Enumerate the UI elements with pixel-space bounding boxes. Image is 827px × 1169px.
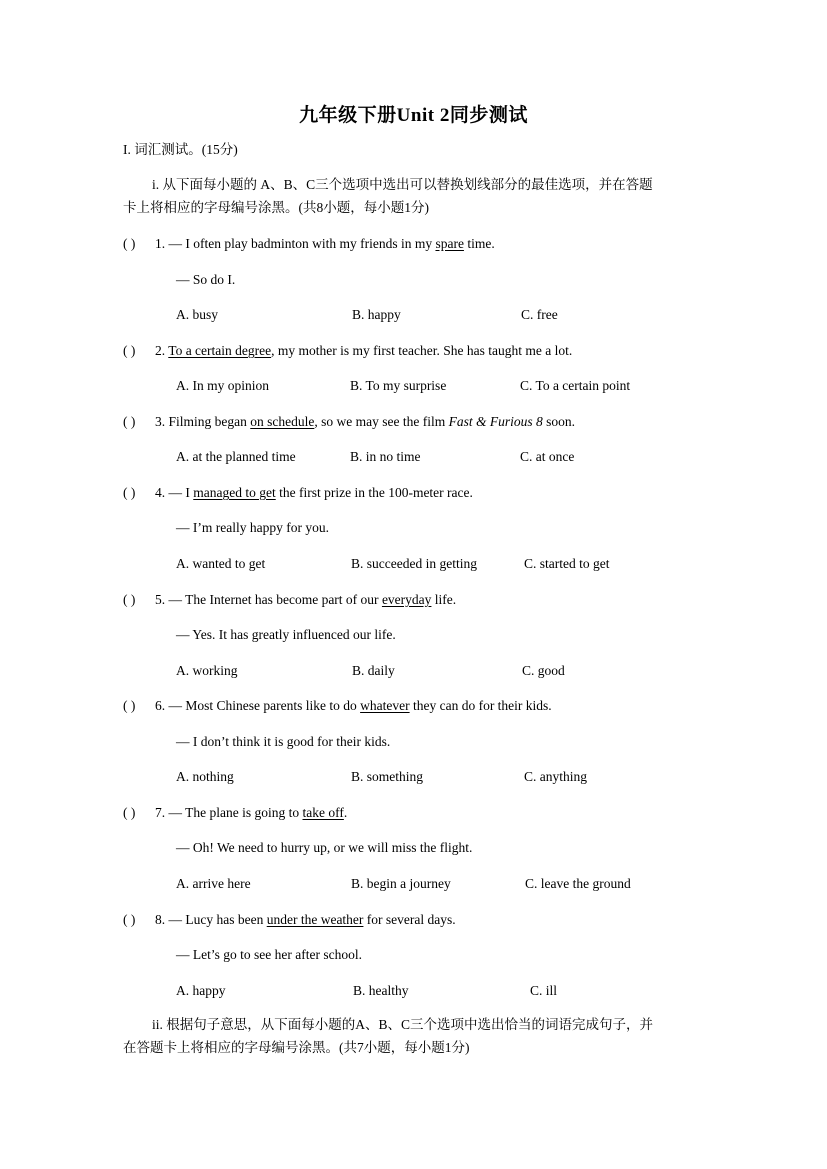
- stem-text-after: , my mother is my first teacher. She has taught me a lot.: [271, 343, 573, 358]
- question-6-option-a: A. nothing: [176, 769, 234, 784]
- question-8-option-a: A. happy: [176, 983, 226, 998]
- question-1-option-c: C. free: [521, 307, 558, 322]
- underlined-phrase: everyday: [381, 592, 432, 607]
- stem-text: 2.: [155, 343, 169, 358]
- answer-bracket: ( ): [123, 805, 136, 820]
- answer-bracket: ( ): [123, 414, 136, 429]
- answer-bracket: ( ): [123, 343, 136, 358]
- underlined-phrase: on schedule: [250, 414, 315, 429]
- part-i-instructions-line2: 卡上将相应的字母编号涂黑。(共8小题，每小题1分): [123, 200, 429, 215]
- question-5-reply: — Yes. It has greatly influenced our life.: [176, 627, 396, 642]
- part-ii-instructions-line1: ii. 根据句子意思，从下面每小题的A、B、C三个选项中选出恰当的词语完成句子，并: [152, 1017, 654, 1032]
- question-6-reply: — I don’t think it is good for their kids.: [176, 734, 391, 749]
- answer-bracket: ( ): [123, 698, 136, 713]
- stem-text: 6. — Most Chinese parents like to do: [155, 698, 361, 713]
- question-3-stem: [123, 413, 575, 431]
- stem-text: 5. — The Internet has become part of our: [155, 592, 382, 607]
- question-8-option-c: C. ill: [530, 983, 558, 998]
- question-2-option-b: B. To my surprise: [350, 378, 447, 393]
- stem-text-end: soon.: [542, 414, 575, 429]
- underlined-phrase: To a certain degree: [168, 343, 272, 358]
- question-6-option-b: B. something: [351, 769, 424, 784]
- stem-text: 3. Filming began: [155, 414, 251, 429]
- answer-bracket: ( ): [123, 912, 136, 927]
- stem-text: 7. — The plane is going to: [155, 805, 303, 820]
- question-3-option-b: B. in no time: [350, 449, 421, 464]
- question-4-option-a: A. wanted to get: [176, 556, 266, 571]
- question-3-option-a: A. at the planned time: [176, 449, 296, 464]
- question-3-option-c: C. at once: [520, 449, 575, 464]
- film-title: Fast & Furious 8: [448, 414, 543, 429]
- stem-text-after: , so we may see the film: [314, 414, 449, 429]
- part-ii-instructions-line2: 在答题卡上将相应的字母编号涂黑。(共7小题，每小题1分): [123, 1040, 470, 1055]
- question-4-option-c: C. started to get: [524, 556, 610, 571]
- question-7-option-b: B. begin a journey: [351, 876, 451, 891]
- question-5-stem: [123, 591, 456, 609]
- question-1-option-b: B. happy: [352, 307, 401, 322]
- stem-text-after: .: [343, 805, 348, 820]
- underlined-phrase: whatever: [360, 698, 410, 713]
- question-7-reply: — Oh! We need to hurry up, or we will miss the flight.: [176, 840, 473, 855]
- underlined-phrase: spare: [435, 236, 464, 251]
- answer-bracket: ( ): [123, 236, 136, 251]
- part-i-instructions-line1: i. 从下面每小题的 A、B、C三个选项中选出可以替换划线部分的最佳选项，并在答题: [152, 177, 653, 192]
- answer-bracket: ( ): [123, 485, 136, 500]
- question-5-option-a: A. working: [176, 663, 238, 678]
- question-8-option-b: B. healthy: [353, 983, 409, 998]
- stem-text-after: life.: [431, 592, 457, 607]
- question-1-reply: — So do I.: [176, 272, 236, 287]
- question-2-option-c: C. To a certain point: [520, 378, 631, 393]
- question-6-option-c: C. anything: [524, 769, 587, 784]
- question-8-stem: [123, 911, 456, 929]
- question-1-option-a: A. busy: [176, 307, 219, 322]
- question-4-option-b: B. succeeded in getting: [351, 556, 477, 571]
- stem-text-after: for several days.: [363, 912, 456, 927]
- stem-text: 4. — I: [155, 485, 194, 500]
- stem-text: 8. — Lucy has been: [155, 912, 267, 927]
- question-7-option-c: C. leave the ground: [525, 876, 631, 891]
- question-5-option-c: C. good: [522, 663, 565, 678]
- question-2-option-a: A. In my opinion: [176, 378, 269, 393]
- question-2-stem: [123, 342, 572, 360]
- page-title: 九年级下册Unit 2同步测试: [299, 105, 528, 126]
- underlined-phrase: take off: [302, 805, 344, 820]
- underlined-phrase: managed to get: [193, 485, 276, 500]
- question-1-stem: [123, 235, 495, 253]
- question-5-option-b: B. daily: [352, 663, 395, 678]
- question-7-stem: [123, 804, 347, 822]
- stem-text-after: time.: [463, 236, 495, 251]
- stem-text-after: the first prize in the 100-meter race.: [275, 485, 473, 500]
- stem-text-after: they can do for their kids.: [409, 698, 552, 713]
- question-6-stem: [123, 697, 552, 715]
- section-heading: I. 词汇测试。(15分): [123, 142, 238, 157]
- question-7-option-a: A. arrive here: [176, 876, 251, 891]
- underlined-phrase: under the weather: [266, 912, 364, 927]
- stem-text: 1. — I often play badminton with my friends in my: [155, 236, 436, 251]
- question-4-reply: — I’m really happy for you.: [176, 520, 329, 535]
- question-8-reply: — Let’s go to see her after school.: [176, 947, 362, 962]
- question-4-stem: [123, 484, 473, 502]
- answer-bracket: ( ): [123, 592, 136, 607]
